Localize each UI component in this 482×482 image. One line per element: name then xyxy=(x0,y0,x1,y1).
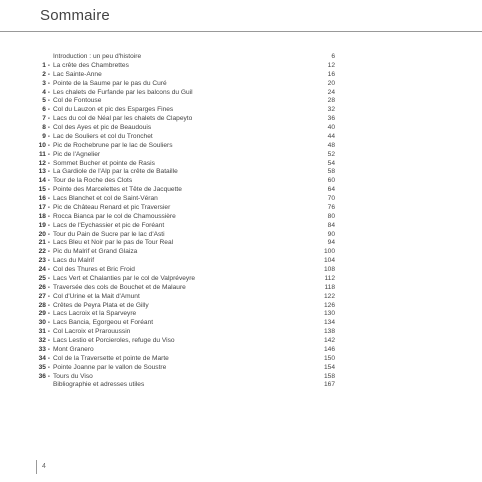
toc-entry xyxy=(30,151,335,160)
toc-entry-number: 27 - xyxy=(38,292,50,300)
toc-entry-page: 44 xyxy=(327,132,335,140)
toc-entry-number: 10 - xyxy=(38,141,50,149)
toc-entry xyxy=(30,177,335,186)
toc-entry-title: Pic de Château Renard et pic Traversier xyxy=(53,203,171,211)
toc-entry-title: Lac Sainte-Anne xyxy=(53,70,102,78)
toc-entry-page: 60 xyxy=(327,177,335,185)
toc-entry-number: 11 - xyxy=(39,150,50,158)
toc-entry-number: 16 - xyxy=(38,195,50,202)
toc-entry-page: 154 xyxy=(323,363,335,371)
toc-entry-page: 40 xyxy=(327,124,335,131)
toc-entry-title: Col d'Urine et la Mait d'Amunt xyxy=(53,292,140,300)
toc-entry xyxy=(30,231,335,240)
toc-entry xyxy=(30,302,335,311)
toc-entry-title: Pointe de la Saume par le pas du Curé xyxy=(53,79,167,87)
toc-entry-title: Les chalets de Furfande par les balcons du Guil xyxy=(53,88,193,96)
page-header xyxy=(0,0,482,32)
toc-entry-number: 35 - xyxy=(38,363,50,371)
toc-entry-title: Bibliographie et adresses utiles xyxy=(53,381,145,389)
toc-entry-page: 20 xyxy=(327,79,335,87)
toc-entry-title: Lacs de l'Eychassier et pic de Foréant xyxy=(53,221,165,229)
toc-entry-title: Pic de Rochebrune par le lac de Souliers xyxy=(53,141,173,149)
toc-entry-page: 118 xyxy=(324,283,335,291)
toc-entry-title: Lacs Bleu et Noir par le pas de Tour Real xyxy=(53,239,174,247)
toc-entry-number: 18 - xyxy=(38,212,50,220)
toc-entry-title: Introduction : un peu d'histoire xyxy=(53,53,142,60)
toc-entry-page: 126 xyxy=(323,301,335,309)
toc-entry-page: 32 xyxy=(327,106,335,114)
toc-entry xyxy=(30,248,335,257)
toc-entry xyxy=(30,275,335,284)
toc-entry xyxy=(30,89,335,98)
toc-entry-number: 24 - xyxy=(38,266,50,273)
toc-entry-title: Lacs Lacroix et la Sparveyre xyxy=(53,310,137,318)
toc-entry xyxy=(30,293,335,302)
toc-entry-title: Col du Lauzon et pic des Esparges Fines xyxy=(53,106,174,114)
toc-entry xyxy=(30,160,335,169)
toc-entry xyxy=(30,80,335,89)
toc-entry-page: 138 xyxy=(323,328,335,336)
toc-entry-page: 36 xyxy=(327,115,335,123)
toc-entry-number: 12 - xyxy=(38,159,50,167)
toc-entry-number: 34 - xyxy=(38,354,50,362)
toc-entry-title: Tour de la Roche des Clots xyxy=(53,177,133,185)
toc-entry xyxy=(30,115,335,124)
toc-entry-page: 130 xyxy=(323,310,335,318)
toc-entry-page: 24 xyxy=(327,88,335,96)
toc-entry xyxy=(30,222,335,231)
toc-entry-number: 13 - xyxy=(38,168,50,176)
toc-entry-number: 33 - xyxy=(38,345,50,353)
toc-entry-title: Rocca Bianca par le col de Chamoussière xyxy=(53,212,176,220)
folio-page-number: 4 xyxy=(36,460,46,474)
toc-entry-page: 84 xyxy=(327,221,335,229)
toc-entry-page: 94 xyxy=(327,239,335,247)
toc-entry-title: Crêtes de Peyra Plata et de Gilly xyxy=(53,301,149,309)
toc-entry-page: 70 xyxy=(327,195,335,202)
toc-entry xyxy=(30,284,335,293)
toc-entry-title: Pointe des Marcelettes et Tête de Jacquette xyxy=(53,186,182,194)
toc-entry xyxy=(30,319,335,328)
toc-entry-number: 31 - xyxy=(38,328,50,336)
toc-entry xyxy=(30,142,335,151)
toc-entry-number: 25 - xyxy=(38,274,50,282)
toc-entry-title: La Gardiole de l'Alp par la crête de Bataille xyxy=(53,168,178,176)
toc-entry xyxy=(30,124,335,133)
toc-entry-title: Traversée des cols de Bouchet et de Malaure xyxy=(53,283,186,291)
toc-entry-title: Pic du Malrif et Grand Glaiza xyxy=(53,248,138,256)
toc-entry-title: Col des Thures et Bric Froid xyxy=(53,266,135,273)
toc-entry-page: 54 xyxy=(327,159,335,167)
toc-entry-number: 21 - xyxy=(38,239,50,247)
toc-entry-page: 76 xyxy=(327,203,335,211)
toc-entry xyxy=(30,355,335,364)
toc-entry xyxy=(30,364,335,373)
toc-entry-title: Lac de Souliers et col du Tronchet xyxy=(53,132,153,140)
toc-entry-title: Lacs Lestio et Porcieroles, refuge du Viso xyxy=(53,337,175,344)
toc-entry-page: 112 xyxy=(324,274,335,282)
toc-entry-page: 90 xyxy=(327,230,335,238)
toc-entry-page: 104 xyxy=(323,257,335,265)
toc-entry-number: 9 - xyxy=(42,132,50,140)
toc-entry-title: Lacs Bancia, Egorgeou et Foréant xyxy=(53,319,154,327)
toc-entry-title: Col de la Traversette et pointe de Marte xyxy=(53,354,169,362)
toc-entry-number: 19 - xyxy=(38,221,50,229)
toc-entry-number: 8 - xyxy=(42,124,50,131)
toc-entry xyxy=(30,373,335,382)
toc-entry xyxy=(30,328,335,337)
toc-entry xyxy=(30,213,335,222)
toc-entry-number: 22 - xyxy=(38,248,50,256)
toc-entry-title: Tours du Viso xyxy=(53,372,93,380)
toc-entry-page: 122 xyxy=(323,292,335,300)
toc-entry xyxy=(30,168,335,177)
toc-entry-number: 20 - xyxy=(38,230,50,238)
toc-entry xyxy=(30,53,335,62)
toc-entry-number: 5 - xyxy=(42,97,50,105)
toc-entry-number: 3 - xyxy=(42,79,50,87)
toc-entry-title: Lacs du col de Néal par les chalets de Clapeyto xyxy=(53,115,193,123)
toc-entry-page: 48 xyxy=(327,141,335,149)
toc-entry xyxy=(30,266,335,275)
toc-entry-number: 32 - xyxy=(38,337,50,344)
toc-entry-page: 6 xyxy=(331,53,335,60)
toc-entry-page: 134 xyxy=(323,319,335,327)
toc-entry-title: Col de Fontouse xyxy=(53,97,102,105)
toc-entry-number: 15 - xyxy=(38,186,50,194)
toc-entry-title: Pic de l'Agnelier xyxy=(53,150,101,158)
toc-entry-page: 16 xyxy=(327,70,335,78)
page-title: Sommaire xyxy=(40,7,110,24)
toc-entry xyxy=(30,133,335,142)
toc-entry-page: 167 xyxy=(323,381,335,389)
toc-entry-title: Lacs Blanchet et col de Saint-Véran xyxy=(53,195,158,202)
toc-entry-page: 58 xyxy=(327,168,335,176)
toc-entry-title: Col Lacroix et Prarouussin xyxy=(53,328,131,336)
table-of-contents xyxy=(30,53,335,390)
toc-entry-title: Sommet Bucher et pointe de Rasis xyxy=(53,159,155,167)
toc-entry-number: 29 - xyxy=(38,310,50,318)
toc-entry-page: 142 xyxy=(323,337,335,344)
toc-entry-title: Tour du Pain de Sucre par le lac d'Asti xyxy=(53,230,165,238)
toc-entry xyxy=(30,195,335,204)
toc-entry xyxy=(30,337,335,346)
toc-entry-number: 23 - xyxy=(38,257,50,265)
toc-entry-number: 2 - xyxy=(42,70,50,78)
toc-entry-number: 17 - xyxy=(38,203,50,211)
toc-entry xyxy=(30,257,335,266)
toc-entry xyxy=(30,204,335,213)
toc-entry xyxy=(30,97,335,106)
toc-entry xyxy=(30,71,335,80)
toc-entry-number: 30 - xyxy=(38,319,50,327)
toc-entry-page: 12 xyxy=(327,61,335,69)
toc-entry-number: 1 - xyxy=(42,61,50,69)
toc-entry-number: 4 - xyxy=(42,88,50,96)
toc-entry-page: 28 xyxy=(327,97,335,105)
toc-entry-page: 108 xyxy=(323,266,335,273)
toc-entry-number: 6 - xyxy=(42,106,50,114)
toc-entry-page: 64 xyxy=(327,186,335,194)
toc-entry-page: 100 xyxy=(323,248,335,256)
toc-entry-number: 36 - xyxy=(38,372,50,380)
toc-entry-number: 14 - xyxy=(38,177,50,185)
toc-entry xyxy=(30,106,335,115)
toc-entry-title: La crête des Chambrettes xyxy=(53,61,129,69)
toc-entry xyxy=(30,186,335,195)
toc-entry-title: Col des Ayes et pic de Beaudouis xyxy=(53,124,152,131)
toc-entry-title: Pointe Joanne par le vallon de Soustre xyxy=(53,363,167,371)
toc-entry-number: 26 - xyxy=(38,283,50,291)
toc-entry xyxy=(30,239,335,248)
toc-entry-title: Lacs Vert et Chalanties par le col de Valpréveyre xyxy=(53,274,196,282)
toc-entry-page: 146 xyxy=(323,345,335,353)
toc-entry-number: 28 - xyxy=(38,301,50,309)
toc-entry xyxy=(30,62,335,71)
toc-entry-page: 158 xyxy=(323,372,335,380)
toc-entry xyxy=(30,346,335,355)
toc-entry xyxy=(30,381,335,390)
toc-entry-title: Mont Granero xyxy=(53,345,94,353)
toc-entry-number: 7 - xyxy=(42,115,50,123)
toc-entry-title: Lacs du Malrif xyxy=(53,257,95,265)
toc-entry-page: 150 xyxy=(323,354,335,362)
toc-entry-page: 80 xyxy=(327,212,335,220)
toc-entry xyxy=(30,310,335,319)
toc-entry-page: 52 xyxy=(327,150,335,158)
